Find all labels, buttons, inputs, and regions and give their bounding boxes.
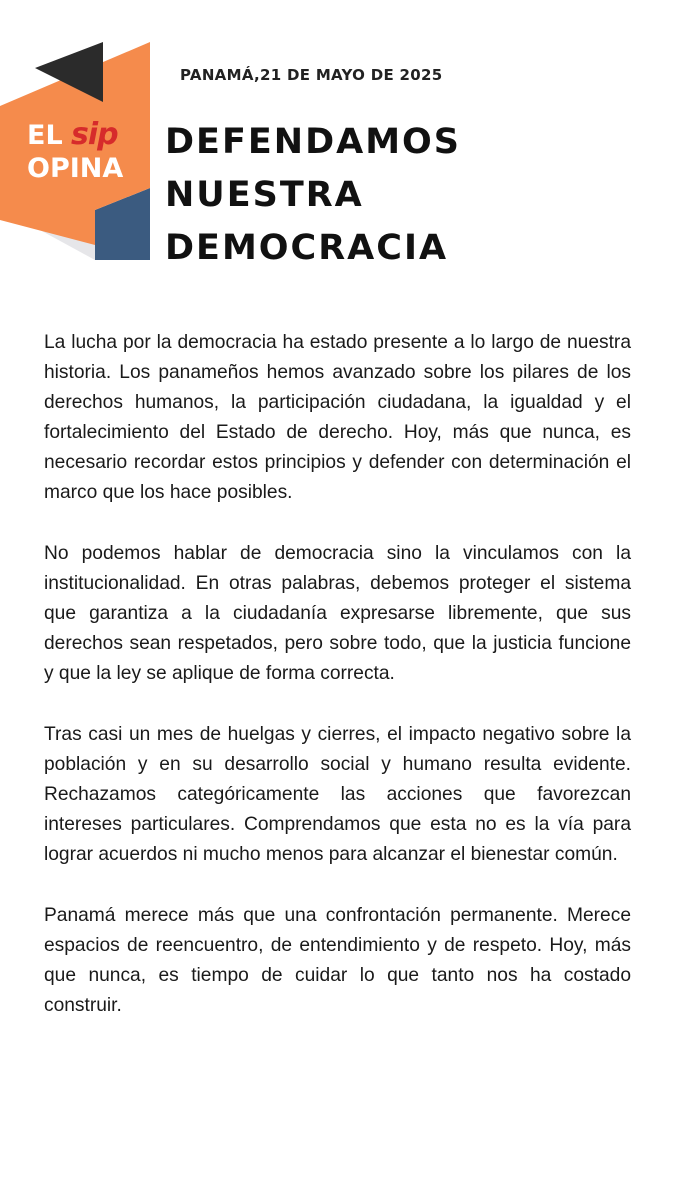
paragraph-3: Tras casi un mes de huelgas y cierres, el impacto negativo sobre la población y en su desarrollo social y humano resulta evidente. Rechazamos categóricamente las acciones que favorezcan intereses particulares. Comprendamos que esta no es la vía para lograr acuerdos ni mucho menos para alcanzar el bienestar común. bbox=[44, 724, 631, 865]
headline-line-2: NUESTRA bbox=[165, 175, 364, 215]
logo-el-text: EL bbox=[27, 120, 63, 151]
logo-opina-text: OPINA bbox=[27, 153, 124, 184]
headline-line-3: DEMOCRACIA bbox=[165, 228, 449, 268]
logo-sip-text: sip bbox=[71, 117, 118, 152]
headline bbox=[165, 116, 465, 275]
paragraph-2: No podemos hablar de democracia sino la vinculamos con la institucionalidad. En otras palabras, debemos proteger el sistema que garantiza a la ciudadanía expresarse libremente, que sus derechos sean respetados, pero sobre todo, que la justicia funcione y que la ley se aplique de forma correcta. bbox=[44, 543, 631, 684]
headline-line-1: DEFENDAMOS bbox=[165, 122, 462, 162]
paragraph-4: Panamá merece más que una confrontación permanente. Merece espacios de reencuentro, de entendimiento y de respeto. Hoy, más que nunca, es tiempo de cuidar lo que tanto nos ha costado construir. bbox=[44, 905, 631, 1016]
date-line: PANAMÁ,21 DE MAYO DE 2025 bbox=[180, 66, 443, 84]
paragraph-1: La lucha por la democracia ha estado presente a lo largo de nuestra historia. Los panameños hemos avanzado sobre los pilares de los derechos humanos, la participación ciudadana, la igualdad y el fortalecimiento del Estado de derecho. Hoy, más que nunca, es necesario recordar estos principios y defender con determinación el marco que los hace posibles. bbox=[44, 332, 631, 503]
logo-wordmark bbox=[0, 40, 160, 265]
article-body bbox=[44, 328, 631, 1052]
el-sip-opina-logo bbox=[0, 40, 160, 265]
